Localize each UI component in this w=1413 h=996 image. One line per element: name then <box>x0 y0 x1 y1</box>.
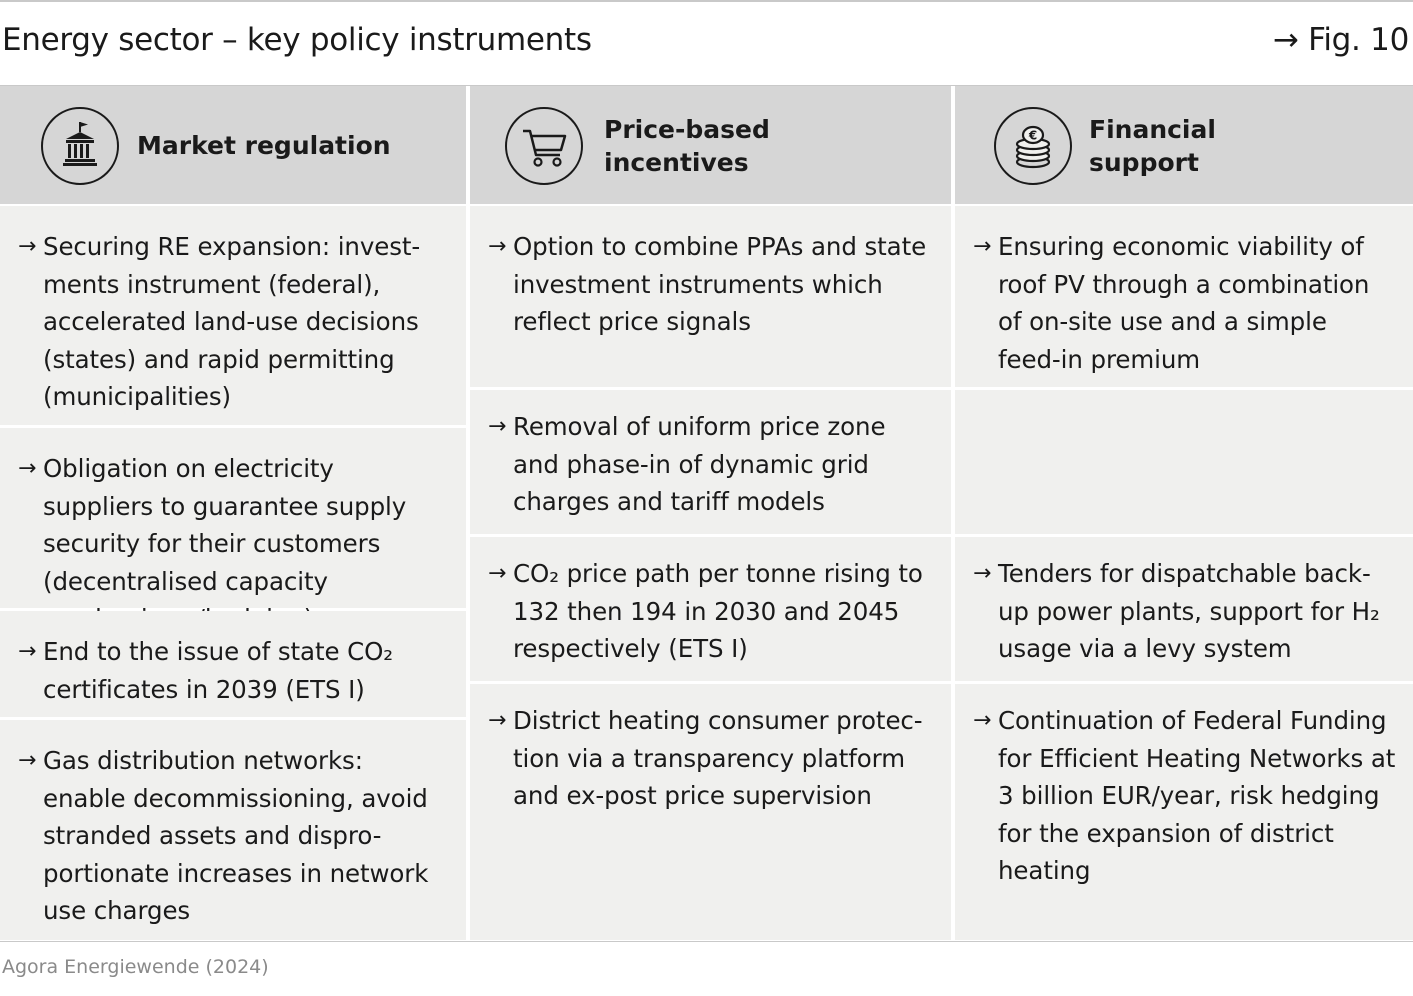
policy-cell <box>955 537 1413 681</box>
arrow-icon: → <box>973 234 992 259</box>
bullet-item <box>18 228 450 416</box>
policy-cell <box>0 428 466 608</box>
column-header-financial-support <box>955 86 1413 204</box>
bullet-item <box>488 555 935 668</box>
bullet-item <box>973 555 1397 668</box>
policy-cell <box>470 684 951 940</box>
policy-cell <box>955 206 1413 387</box>
bullet-text: Continuation of Federal Funding for Efficient Heating Networks at 3 billion EUR/year, risk hedging for the expansion of district heating <box>998 706 1396 885</box>
policy-cell <box>470 537 951 681</box>
title-row <box>0 20 1413 68</box>
euro-coins-icon <box>994 107 1072 185</box>
policy-cell <box>955 684 1413 940</box>
bullet-text: Ensuring economic viability of roof PV through a combination of on-site use and a simple feed-in premium <box>998 232 1370 374</box>
bullet-text: Tenders for dispatchable back-up power plants, support for H₂ usage via a levy system <box>998 559 1380 663</box>
arrow-icon: → <box>18 456 37 481</box>
bullet-item <box>488 408 935 521</box>
arrow-icon: → <box>488 234 507 259</box>
bullet-item <box>18 742 450 930</box>
figure-title: Energy sector – key policy instruments <box>2 22 592 58</box>
bullet-text: Obligation on electricity suppliers to guarantee supply security for their customers (decentralised capacity <box>43 454 407 596</box>
arrow-icon: → <box>488 414 507 439</box>
bullet-text: End to the issue of state CO₂ certificates in 2039 (ETS I) <box>43 637 394 704</box>
source-note: Agora Energiewende (2024) <box>2 956 269 978</box>
bottom-divider <box>0 941 1413 942</box>
bullet-text: Removal of uniform price zone and phase-in of dynamic grid charges and tariff models <box>513 412 886 516</box>
column-title-market-regulation: Market regulation <box>137 131 391 160</box>
arrow-icon: → <box>973 561 992 586</box>
bullet-text: District heating consumer protec-tion via a transparency platform and ex-post price supervision <box>513 706 923 810</box>
bullet-item <box>18 633 450 708</box>
bullet-item <box>18 450 450 638</box>
arrow-icon: → <box>18 748 37 773</box>
svg-text:€: € <box>1028 128 1038 143</box>
bank-building-icon <box>41 107 119 185</box>
arrow-icon: → <box>18 639 37 664</box>
bullet-item <box>973 228 1397 378</box>
column-header-price-based-incentives <box>470 86 951 204</box>
bullet-text: Securing RE expansion: invest-ments instrument (federal), accelerated land-use decisions (states) and rapid permitting (municipalities) <box>43 232 421 411</box>
figure-number: → Fig. 10 <box>1272 22 1409 58</box>
bullet-item <box>973 702 1397 890</box>
bullet-item <box>488 228 935 341</box>
policy-cell <box>470 206 951 387</box>
arrow-icon: → <box>488 708 507 733</box>
policy-cell <box>470 390 951 534</box>
policy-cell <box>0 206 466 425</box>
shopping-cart-icon <box>505 107 583 185</box>
top-divider <box>0 0 1413 2</box>
bullet-text: CO₂ price path per tonne rising to 132 then 194 in 2030 and 2045 respectively (ETS I) <box>513 559 923 663</box>
arrow-icon: → <box>18 234 37 259</box>
policy-cell <box>0 720 466 940</box>
empty-cell <box>955 390 1413 534</box>
bullet-text: Option to combine PPAs and state investment instruments which reflect price signals <box>513 232 927 336</box>
arrow-icon: → <box>973 708 992 733</box>
policy-cell <box>0 611 466 717</box>
arrow-icon: → <box>488 561 507 586</box>
bullet-item <box>488 702 935 815</box>
column-title-price-based-incentives: Price-based incentives <box>604 115 770 177</box>
column-header-market-regulation <box>0 86 466 204</box>
bullet-text: Gas distribution networks: enable decommissioning, avoid stranded assets and dispro-portionate increases in network use charges <box>43 746 429 925</box>
column-title-financial-support: Financial support <box>1089 115 1216 177</box>
